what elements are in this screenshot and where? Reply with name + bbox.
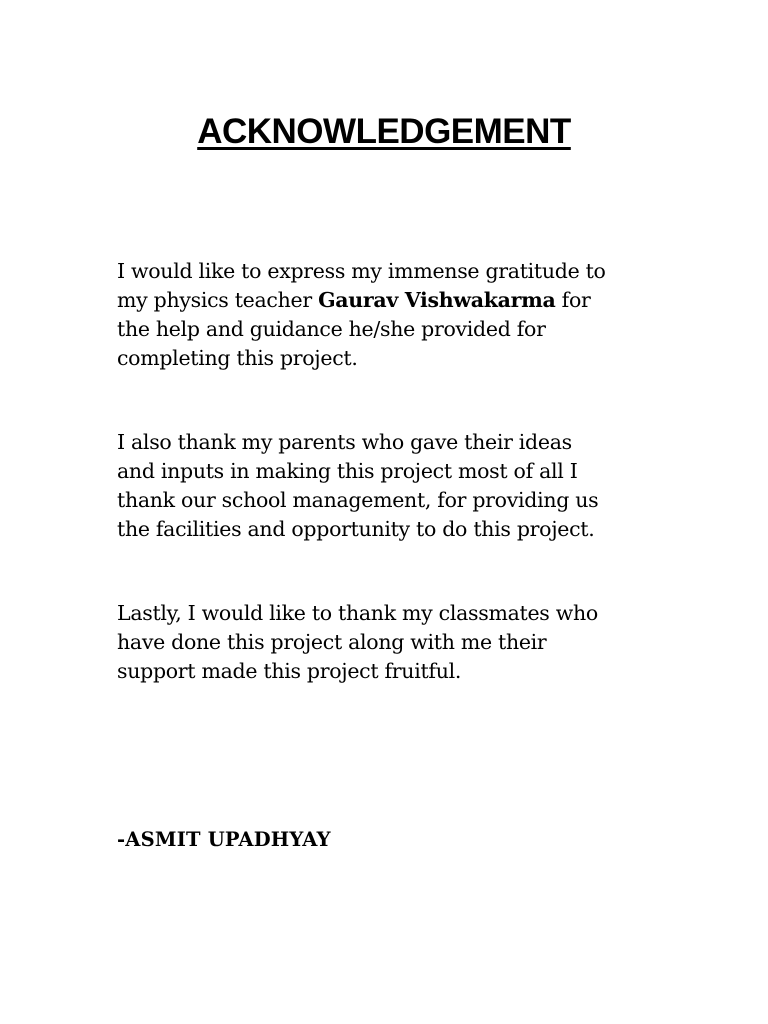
signature: -ASMIT UPADHYAY <box>117 828 331 851</box>
paragraph-line: and inputs in making this project most of all I <box>117 459 578 483</box>
paragraph-gratitude <box>117 257 662 373</box>
paragraph-line: I also thank my parents who gave their ideas <box>117 430 572 454</box>
paragraph-classmates <box>117 599 662 686</box>
paragraph-line: thank our school management, for providing us <box>117 488 599 512</box>
paragraph-line: I would like to express my immense gratitude to <box>117 259 606 283</box>
paragraph-line: the help and guidance he/she provided for <box>117 317 546 341</box>
paragraph-line: have done this project along with me their <box>117 630 547 654</box>
paragraph-line: support made this project fruitful. <box>117 659 462 683</box>
paragraph-text: my physics teacher <box>117 288 319 312</box>
teacher-name: Gaurav Vishwakarma <box>318 288 556 312</box>
paragraph-text: for <box>555 288 591 312</box>
page-title: ACKNOWLEDGEMENT <box>197 112 571 151</box>
paragraph-line: the facilities and opportunity to do this project. <box>117 517 595 541</box>
paragraph-line <box>117 286 662 315</box>
paragraph-line: Lastly, I would like to thank my classmates who <box>117 601 598 625</box>
paragraph-parents <box>117 428 662 544</box>
paragraph-line: completing this project. <box>117 346 358 370</box>
